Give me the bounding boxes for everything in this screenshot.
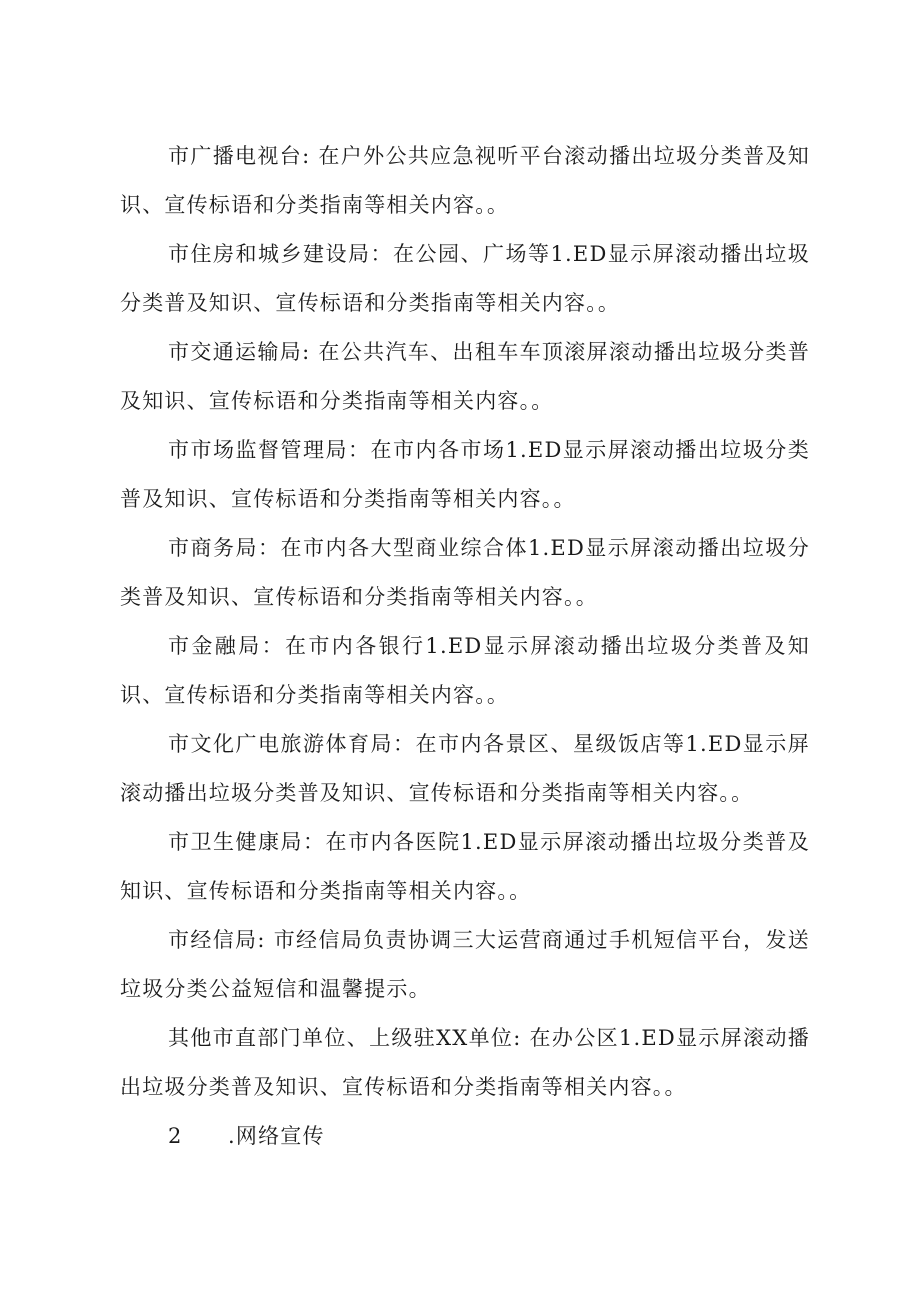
section-number: 2 <box>168 1124 183 1148</box>
document-body <box>120 132 810 1161</box>
paragraph-transport: 市交通运输局: 在公共汽车、出租车车顶滚屏滚动播出垃圾分类普及知识、宣传标语和分类指南等相关内容。。 <box>120 340 810 413</box>
paragraph-other-units: 其他市直部门单位、上级驻XX单位: 在办公区1.ED显示屏滚动播出垃圾分类普及知识、宣传标语和分类指南等相关内容。。 <box>120 1026 810 1099</box>
paragraph-market-supervision: 市市场监督管理局：在市内各市场1.ED显示屏滚动播出垃圾分类普及知识、宣传标语和分类指南等相关内容。。 <box>120 438 810 511</box>
paragraph-radio-tv: 市广播电视台: 在户外公共应急视听平台滚动播出垃圾分类普及知识、宣传标语和分类指南等相关内容。。 <box>120 144 810 217</box>
paragraph-economy-info: 市经信局: 市经信局负责协调三大运营商通过手机短信平台，发送垃圾分类公益短信和温馨提示。 <box>120 928 810 1001</box>
section-title: .网络宣传 <box>228 1124 325 1148</box>
section-heading <box>120 1112 810 1161</box>
paragraph-culture-tourism: 市文化广电旅游体育局：在市内各景区、星级饭店等1.ED显示屏滚动播出垃圾分类普及知识、宣传标语和分类指南等相关内容。。 <box>120 732 810 805</box>
paragraph-housing-construction: 市住房和城乡建设局：在公园、广场等1.ED显示屏滚动播出垃圾分类普及知识、宣传标语和分类指南等相关内容。。 <box>120 242 810 315</box>
paragraph-finance: 市金融局：在市内各银行1.ED显示屏滚动播出垃圾分类普及知识、宣传标语和分类指南等相关内容。。 <box>120 634 810 707</box>
paragraph-commerce: 市商务局：在市内各大型商业综合体1.ED显示屏滚动播出垃圾分类普及知识、宣传标语和分类指南等相关内容。。 <box>120 536 810 609</box>
paragraph-health: 市卫生健康局：在市内各医院1.ED显示屏滚动播出垃圾分类普及知识、宣传标语和分类指南等相关内容。。 <box>120 830 810 903</box>
